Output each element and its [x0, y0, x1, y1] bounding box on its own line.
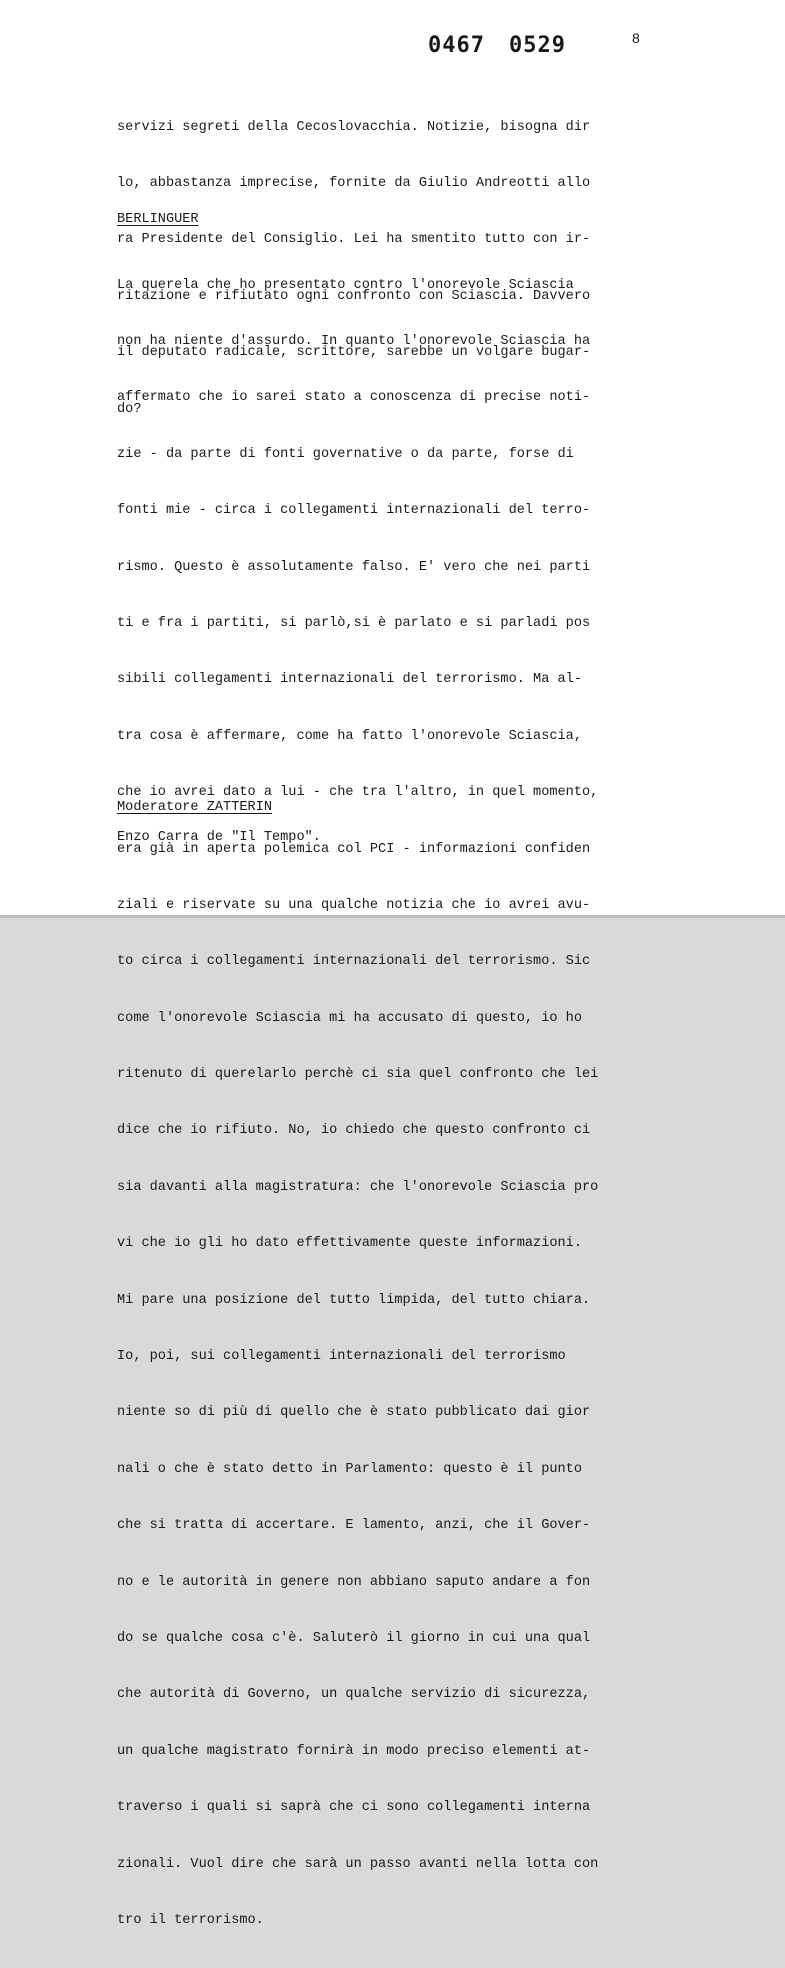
- text-line: lo, abbastanza imprecise, fornite da Giulio Andreotti allo: [117, 175, 591, 191]
- text-line: come l'onorevole Sciascia mi ha accusato di questo, io ho: [117, 1010, 582, 1026]
- text-line: do?: [117, 401, 142, 417]
- text-line: tro il terrorismo.: [117, 1912, 264, 1928]
- speaker-heading-berlinguer: BERLINGUER: [117, 212, 199, 227]
- text-line: ritenuto di querelarlo perchè ci sia quel confronto che lei: [117, 1067, 599, 1083]
- text-line: no e le autorità in genere non abbiano saputo andare a fon: [117, 1574, 591, 1590]
- answer-paragraph: [117, 239, 598, 1968]
- text-line: niente so di più di quello che è stato pubblicato dai gior: [117, 1405, 591, 1421]
- text-line: affermato che io sarei stato a conoscenza di precise noti-: [117, 390, 591, 406]
- text-line: il deputato radicale, scrittore, sarebbe un volgare bugar-: [117, 345, 591, 361]
- text-line: che si tratta di accertare. E lamento, anzi, che il Gover-: [117, 1518, 591, 1534]
- text-line: sia davanti alla magistratura: che l'onorevole Sciascia pro: [117, 1179, 599, 1195]
- text-line: sibili collegamenti internazionali del terrorismo. Ma al-: [117, 672, 582, 688]
- text-line: dice che io rifiuto. No, io chiedo che questo confronto ci: [117, 1123, 591, 1139]
- text-line: un qualche magistrato fornirà in modo preciso elementi at-: [117, 1743, 591, 1759]
- text-line: to circa i collegamenti internazionali del terrorismo. Sic: [117, 954, 591, 970]
- text-line: era già in aperta polemica col PCI - informazioni confiden: [117, 841, 591, 857]
- text-line: ti e fra i partiti, si parlò,si è parlato e si parladi pos: [117, 615, 591, 631]
- text-line: che io avrei dato a lui - che tra l'altro, in quel momento,: [117, 785, 599, 801]
- speaker-heading-moderator: Moderatore ZATTERIN: [117, 800, 272, 815]
- text-line: non ha niente d'assurdo. In quanto l'onorevole Sciascia ha: [117, 333, 591, 349]
- text-line: che autorità di Governo, un qualche servizio di sicurezza,: [117, 1687, 591, 1703]
- stamp-right: 0529: [508, 33, 566, 58]
- text-line: do se qualche cosa c'è. Saluterò il giorno in cui una qual: [117, 1630, 591, 1646]
- text-line: Mi pare una posizione del tutto limpida, del tutto chiara.: [117, 1292, 591, 1308]
- text-line: zionali. Vuol dire che sarà un passo avanti nella lotta con: [117, 1856, 599, 1872]
- text-line: tra cosa è affermare, come ha fatto l'onorevole Sciascia,: [117, 728, 582, 744]
- text-line: rismo. Questo è assolutamente falso. E' vero che nei parti: [117, 559, 591, 575]
- text-line: ritazione e rifiutato ogni confronto con Sciascia. Davvero: [117, 288, 591, 304]
- scan-page-edge: [0, 915, 785, 918]
- text-line: traverso i quali si saprà che ci sono collegamenti interna: [117, 1800, 591, 1816]
- text-line: La querela che ho presentato contro l'onorevole Sciascia: [117, 277, 574, 293]
- page-number: 8: [632, 30, 640, 46]
- text-line: fonti mie - circa i collegamenti internazionali del terro-: [117, 503, 591, 519]
- archive-stamp-number: [428, 33, 566, 58]
- text-line: vi che io gli ho dato effettivamente queste informazioni.: [117, 1236, 582, 1252]
- stamp-left: 0467: [428, 33, 485, 58]
- text-line: ziali e riservate su una qualche notizia che io avrei avu-: [117, 897, 591, 913]
- text-line: nali o che è stato detto in Parlamento: questo è il punto: [117, 1461, 582, 1477]
- closing-line: Enzo Carra de "Il Tempo".: [117, 830, 321, 845]
- text-line: zie - da parte di fonti governative o da parte, forse di: [117, 446, 574, 462]
- text-line: ra Presidente del Consiglio. Lei ha smentito tutto con ir-: [117, 232, 591, 248]
- text-line: Io, poi, sui collegamenti internazionali del terrorismo: [117, 1349, 566, 1365]
- text-line: servizi segreti della Cecoslovacchia. Notizie, bisogna dir: [117, 119, 591, 135]
